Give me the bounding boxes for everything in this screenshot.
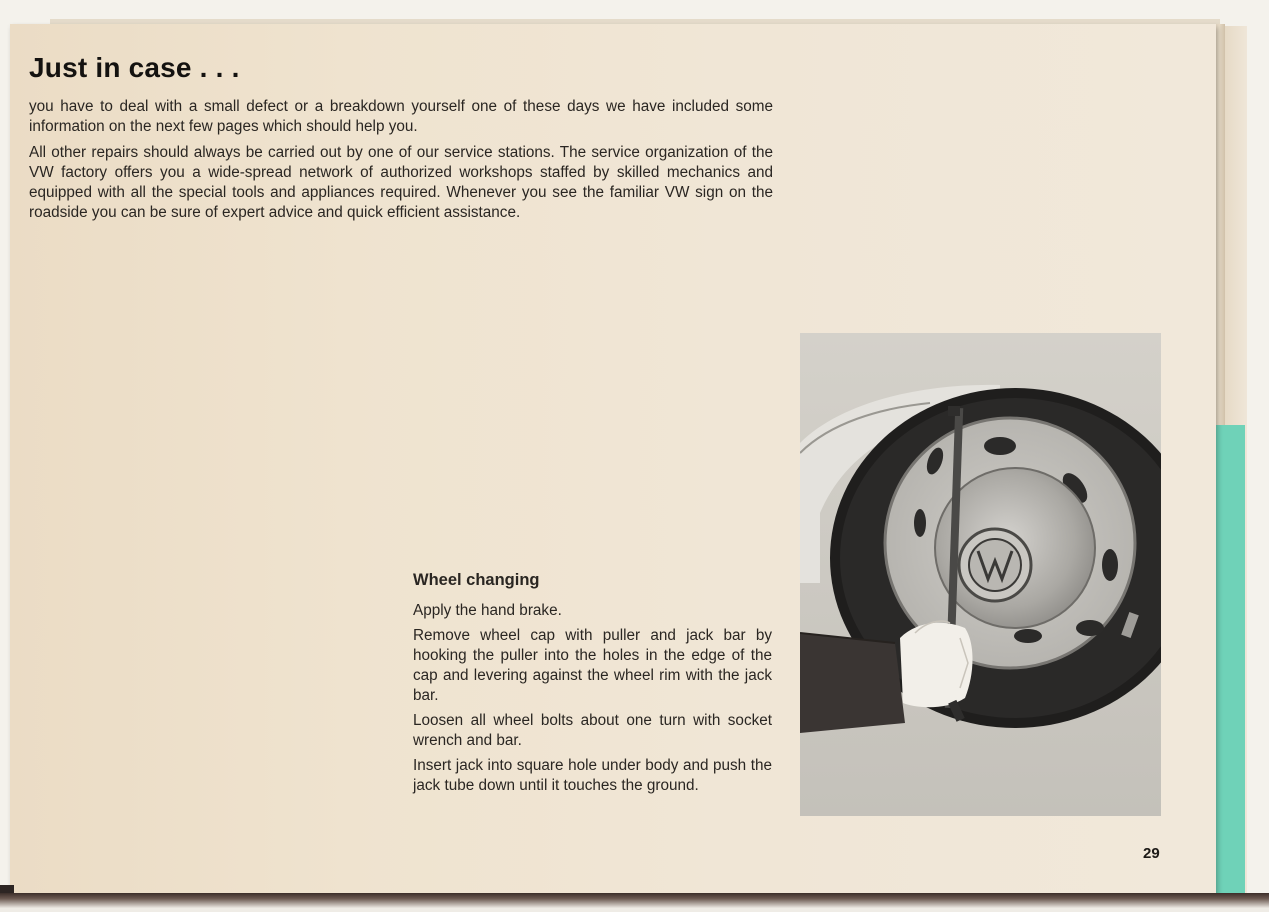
- step-text: Apply the hand brake.: [413, 602, 562, 619]
- wheel-illustration: [800, 333, 1161, 816]
- wheel-cap-removal-photo: [800, 333, 1161, 816]
- step-text: Insert jack into square hole under body and push the jack tube down until it touches the ground.: [413, 757, 772, 794]
- page-number: 29: [1143, 845, 1160, 862]
- intro-text: [29, 97, 773, 229]
- section-heading: Wheel changing: [413, 571, 540, 589]
- book-bottom-edge: [0, 893, 1269, 912]
- intro-paragraph: All other repairs should always be carried out by one of our service stations. The service organization of the VW factory offers you a wide-spread network of authorized workshops staffed by skilled mechanics and equipped with all the special tools and appliances required. Whenever you see the familiar VW sign on the roadside you can be sure of expert advice and quick efficient assistance.: [29, 144, 773, 221]
- section-tab: [1214, 425, 1245, 895]
- intro-paragraph: you have to deal with a small defect or a breakdown yourself one of these days we have included some information on the next few pages which should help you.: [29, 98, 773, 135]
- step-text: Remove wheel cap with puller and jack bar by hooking the puller into the holes in the edge of the cap and levering against the wheel rim with the jack bar.: [413, 627, 772, 704]
- page-title: Just in case . . .: [29, 52, 240, 83]
- book-corner: [0, 885, 14, 893]
- wheel-changing-section: [413, 571, 772, 801]
- step-text: Loosen all wheel bolts about one turn with socket wrench and bar.: [413, 712, 772, 749]
